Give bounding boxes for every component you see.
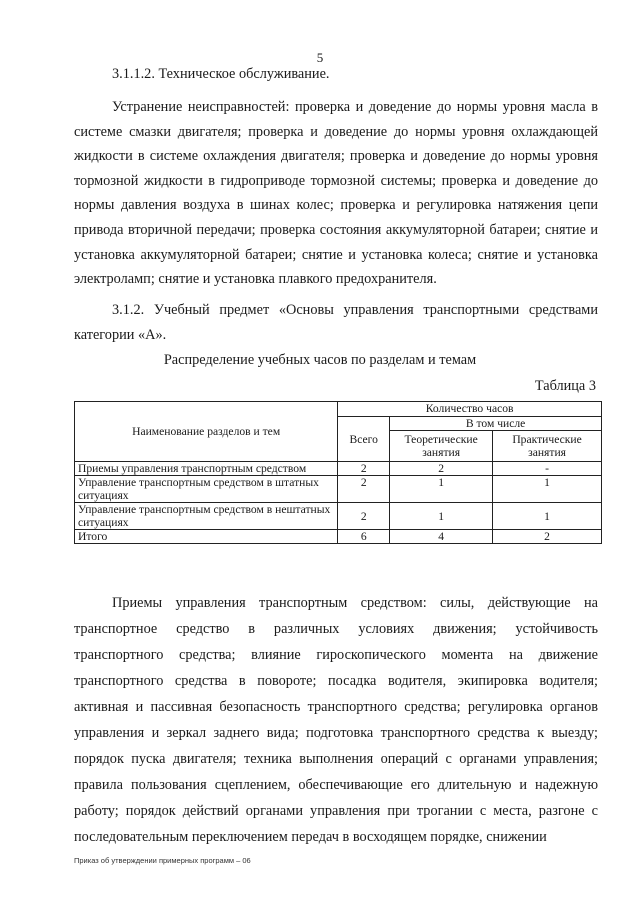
table-total-row <box>75 530 602 544</box>
hours-table <box>74 401 602 544</box>
row-theory: 2 <box>390 462 493 476</box>
row-total: 2 <box>338 476 390 503</box>
total-practice: 2 <box>493 530 602 544</box>
header-including: В том числе <box>390 417 602 431</box>
table-row <box>75 503 602 530</box>
header-name: Наименование разделов и тем <box>75 402 338 462</box>
table-row <box>75 462 602 476</box>
techniques-block <box>74 590 598 850</box>
header-practice: Практические занятия <box>493 431 602 462</box>
total-name: Итого <box>75 530 338 544</box>
row-total: 2 <box>338 462 390 476</box>
row-total: 2 <box>338 503 390 530</box>
row-practice: - <box>493 462 602 476</box>
table-number: Таблица 3 <box>534 378 596 394</box>
table-caption: Распределение учебных часов по разделам и темам <box>163 352 477 368</box>
maintenance-block <box>74 95 598 292</box>
header-total: Всего <box>338 417 390 462</box>
header-hours: Количество часов <box>338 402 602 417</box>
total-theory: 4 <box>390 530 493 544</box>
page-number: 5 <box>316 50 324 65</box>
row-practice: 1 <box>493 503 602 530</box>
header-theory: Теоретические занятия <box>390 431 493 462</box>
row-name: Управление транспортным средством в нештатных ситуациях <box>75 503 338 530</box>
paragraph-maintenance: Устранение неисправностей: проверка и доведение до нормы уровня масла в системе смазки двигателя; проверка и доведение до нормы уровня охлаждающей жидкости в системе охлаждения двигателя; проверка и доведение до нормы уровня тормозной жидкости в гидроприводе тормозной системы; проверка и доведение до нормы давления воздуха в шинах колес; проверка и регулировка натяжения цепи привода вторичной передачи; проверка состояния аккумуляторной батареи; снятие и установка аккумуляторной батареи; снятие и установка колеса; снятие и установка электроламп; снятие и установка плавкого предохранителя. <box>74 99 598 288</box>
total-total: 6 <box>338 530 390 544</box>
paragraph-subject: 3.1.2. Учебный предмет «Основы управления транспортными средствами категории «А». <box>74 302 598 343</box>
row-theory: 1 <box>390 503 493 530</box>
paragraph-techniques: Приемы управления транспортным средством: силы, действующие на транспортное средство в различных условиях движения; устойчивость транспортного средства; влияние гироскопического момента на движение транспортного средства в повороте; посадка водителя, экипировка водителя; активная и пассивная безопасность транспортного средства; регулировка органов управления и зеркал заднего вида; подготовка транспортного средства к выезду; порядок пуска двигателя; техника выполнения операций с органами управления; правила пользования сцеплением, обеспечивающие его длительную и надежную работу; порядок действий органами управления при трогании с места, разгоне с последовательным переключением передач в восходящем порядке, снижении <box>74 595 598 845</box>
table-row <box>75 476 602 503</box>
row-name: Управление транспортным средством в штатных ситуациях <box>75 476 338 503</box>
row-name: Приемы управления транспортным средством <box>75 462 338 476</box>
row-practice: 1 <box>493 476 602 503</box>
section-heading: 3.1.1.2. Техническое обслуживание. <box>112 66 330 82</box>
footer: Приказ об утверждении примерных программ – 06 <box>74 856 251 865</box>
row-theory: 1 <box>390 476 493 503</box>
subject-block <box>74 298 598 347</box>
